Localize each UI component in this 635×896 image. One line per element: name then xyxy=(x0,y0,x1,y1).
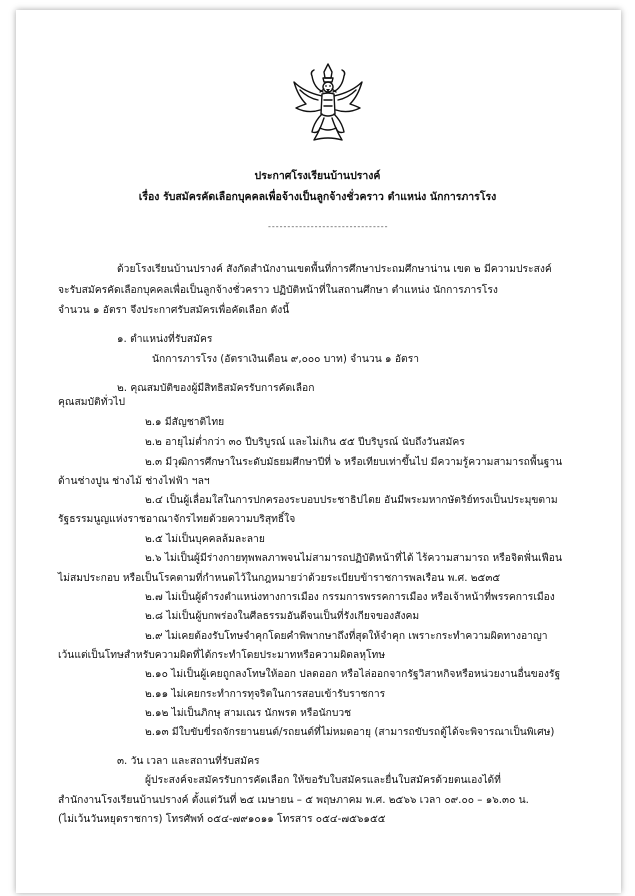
intro-line-3: จำนวน ๑ อัตรา จึงประกาศรับสมัครเพื่อคัดเลือก ดังนี้ xyxy=(58,304,290,316)
intro-line-1: ด้วยโรงเรียนบ้านปรางค์ สังกัดสำนักงานเขตพื้นที่การศึกษาประถมศึกษาน่าน เขต ๒ มีความประสงค์ xyxy=(117,263,552,275)
qualification-2-4: ๒.๔ เป็นผู้เลื่อมใสในการปกครองระบอบประชาธิปไตย อันมีพระมหากษัตริย์ทรงเป็นประมุขตาม xyxy=(145,494,558,506)
section-2-title: ๒. คุณสมบัติของผู้มีสิทธิสมัครรับการคัดเลือก xyxy=(117,382,315,394)
qualification-2-10: ๒.๑๐ ไม่เป็นผู้เคยถูกลงโทษให้ออก ปลดออก หรือไล่ออกจากรัฐวิสาหกิจหรือหน่วยงานอื่นของรัฐ xyxy=(145,668,561,680)
section-3-title: ๓. วัน เวลา และสถานที่รับสมัคร xyxy=(117,755,260,767)
qualification-2-8: ๒.๘ ไม่เป็นผู้บกพร่องในศีลธรรมอันดีจนเป็นที่รังเกียจของสังคม xyxy=(145,610,420,622)
qualification-2-6: ๒.๖ ไม่เป็นผู้มีร่างกายทุพพลภาพจนไม่สามารถปฏิบัติหน้าที่ได้ ไร้ความสามารถ หรือจิตฟั่นเฟือน xyxy=(145,552,563,564)
section-2-subtitle: คุณสมบัติทั่วไป xyxy=(58,396,126,408)
qualification-2-7: ๒.๗ ไม่เป็นผู้ดำรงตำแหน่งทางการเมือง กรรมการพรรคการเมือง หรือเจ้าหน้าที่พรรคการเมือง xyxy=(145,591,555,603)
intro-line-2: จะรับสมัครคัดเลือกบุคคลเพื่อเป็นลูกจ้างชั่วคราว ปฏิบัติหน้าที่ในสถานศึกษา ตำแหน่ง นักการภารโรง xyxy=(58,284,498,296)
section-3-line-3: (ไม่เว้นวันหยุดราชการ) โทรศัพท์ ๐๕๔-๗๙๑๐๑๑ โทรสาร ๐๕๔-๗๕๖๑๕๕ xyxy=(58,813,386,825)
announcement-title: ประกาศโรงเรียนบ้านปรางค์ xyxy=(254,170,381,182)
separator-line: ------------------------------- xyxy=(268,222,389,231)
qualification-2-3: ๒.๓ มีวุฒิการศึกษาในระดับมัธยมศึกษาปีที่ ๖ หรือเทียบเท่าขึ้นไป มีความรู้ความสามารถพื้นฐาน xyxy=(145,456,563,468)
qualification-2-13: ๒.๑๓ มีใบขับขี่รถจักรยานยนต์/รถยนต์ที่ไม่หมดอายุ (สามารถขับรถตู้ได้จะพิจารณาเป็นพิเศษ) xyxy=(145,726,555,738)
qualification-2-11: ๒.๑๑ ไม่เคยกระทำการทุจริตในการสอบเข้ารับราชการ xyxy=(145,688,386,700)
qualification-2-5: ๒.๕ ไม่เป็นบุคคลล้มละลาย xyxy=(145,533,265,545)
section-1-title: ๑. ตำแหน่งที่รับสมัคร xyxy=(117,333,213,345)
qualification-2-1: ๒.๑ มีสัญชาติไทย xyxy=(145,416,225,428)
qualification-2-12: ๒.๑๒ ไม่เป็นภิกษุ สามเณร นักพรต หรือนักบวช xyxy=(145,707,352,719)
qualification-2-9: ๒.๙ ไม่เคยต้องรับโทษจำคุกโดยคำพิพากษาถึงที่สุดให้จำคุก เพราะกระทำความผิดทางอาญา xyxy=(145,630,548,642)
qualification-2-4-cont: รัฐธรรมนูญแห่งราชอาณาจักรไทยด้วยความบริสุทธิ์ใจ xyxy=(58,513,296,525)
qualification-2-2: ๒.๒ อายุไม่ต่ำกว่า ๓๐ ปีบริบูรณ์ และไม่เกิน ๕๕ ปีบริบูรณ์ นับถึงวันสมัคร xyxy=(145,436,465,448)
qualification-2-3-cont: ด้านช่างปูน ช่างไม้ ช่างไฟฟ้า ฯลฯ xyxy=(58,475,210,487)
announcement-subject: เรื่อง รับสมัครคัดเลือกบุคคลเพื่อจ้างเป็นลูกจ้างชั่วคราว ตำแหน่ง นักการภารโรง xyxy=(138,191,497,203)
section-3-line-2: สำนักงานโรงเรียนบ้านปรางค์ ตั้งแต่วันที่ ๒๕ เมษายน – ๕ พฤษภาคม พ.ศ. ๒๕๖๖ เวลา ๐๙.๐๐ – ๑๖.๓๐ น. xyxy=(58,794,529,806)
qualification-2-6-cont: ไม่สมประกอบ หรือเป็นโรคตามที่กำหนดไว้ในกฎหมายว่าด้วยระเบียบข้าราชการพลเรือน พ.ศ. ๒๕๓๕ xyxy=(58,572,501,584)
section-3-line-1: ผู้ประสงค์จะสมัครรับการคัดเลือก ให้ขอรับใบสมัครและยื่นใบสมัครด้วยตนเองได้ที่ xyxy=(145,774,501,786)
qualification-2-9-cont: เว้นแต่เป็นโทษสำหรับความผิดที่ได้กระทำโดยประมาทหรือความผิดลหุโทษ xyxy=(58,649,386,661)
section-1-detail: นักการภารโรง (อัตราเงินเดือน ๙,๐๐๐ บาท) จำนวน ๑ อัตรา xyxy=(152,353,420,365)
garuda-emblem-icon xyxy=(290,62,366,148)
